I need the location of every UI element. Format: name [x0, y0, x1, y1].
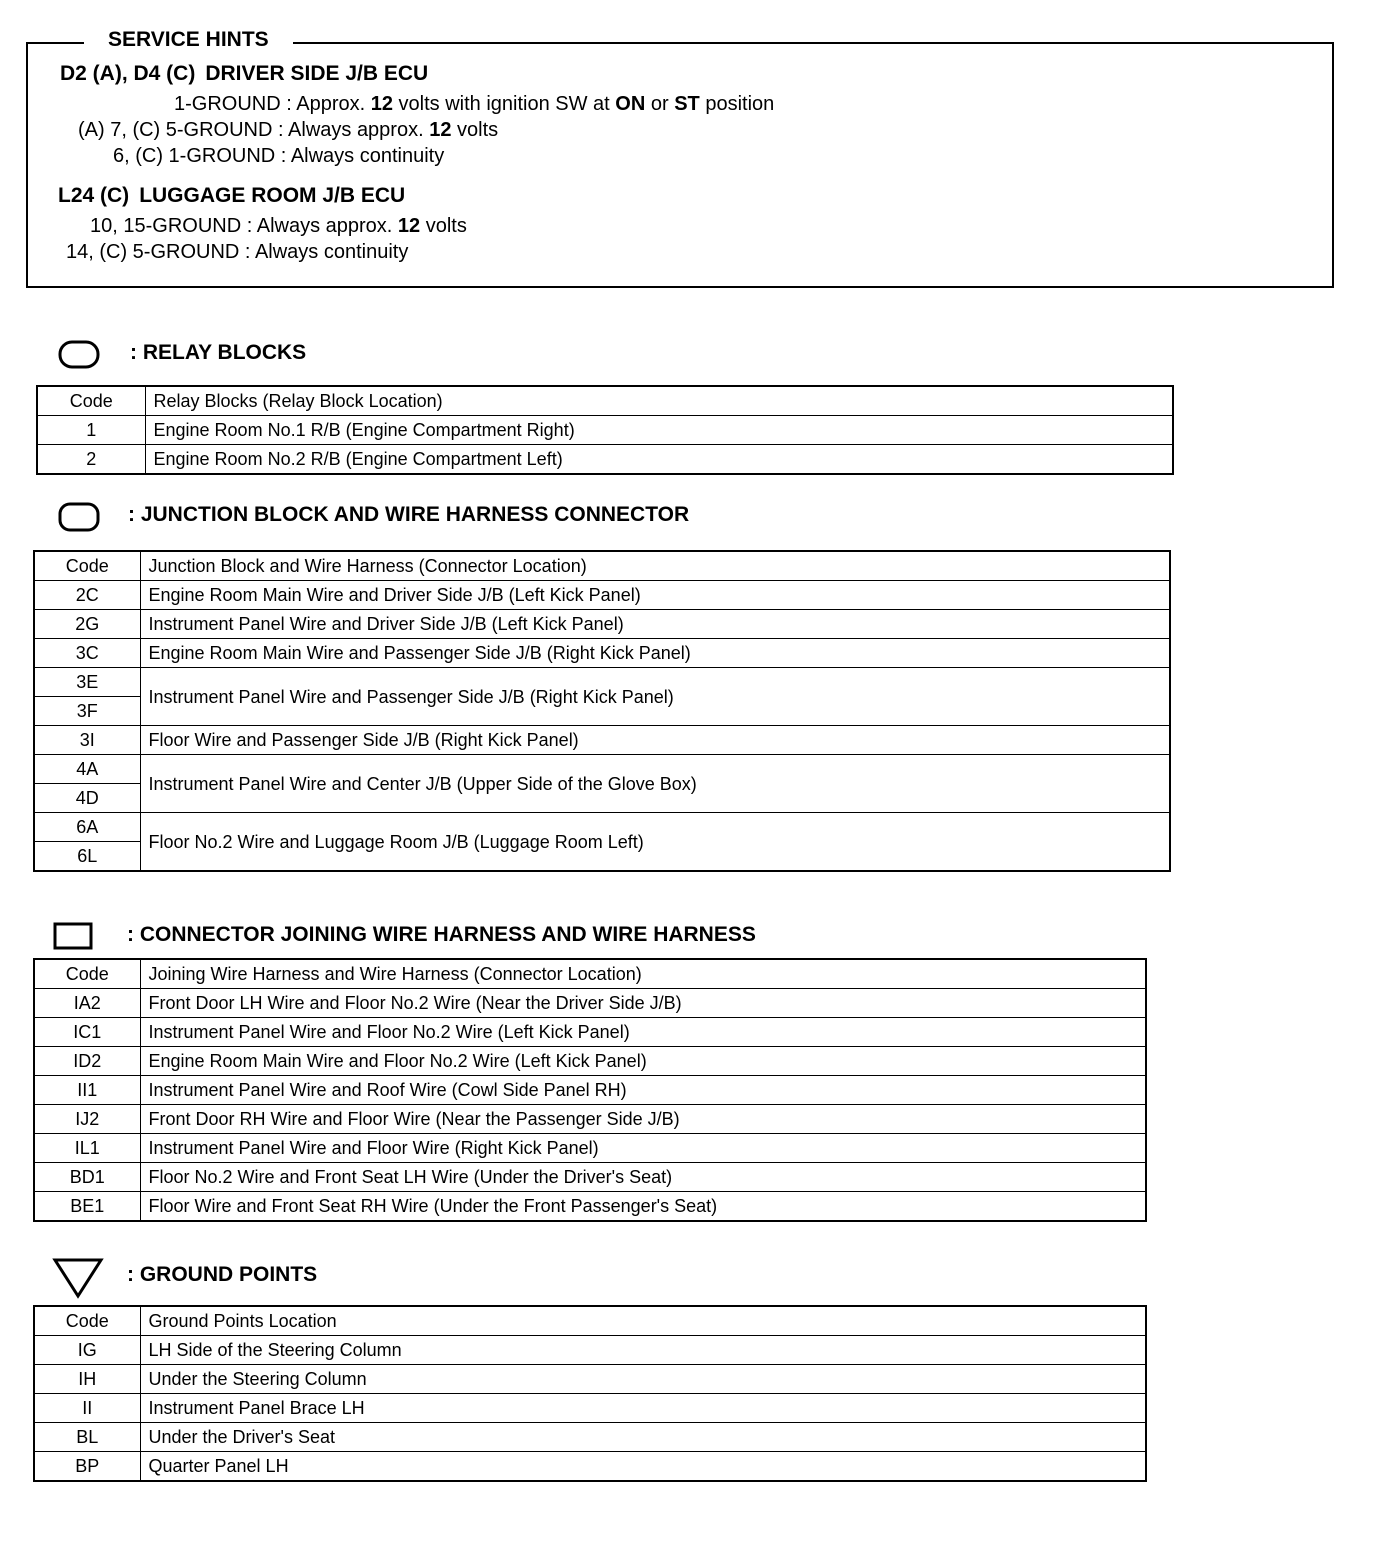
table-header-row [34, 551, 1170, 581]
ecu-connector-ids: D2 (A), D4 (C) [60, 62, 196, 85]
col-code-header: Code [34, 959, 140, 989]
row-code: 3C [34, 639, 140, 668]
relay-blocks-table [36, 385, 1174, 475]
connector-heading: : CONNECTOR JOINING WIRE HARNESS AND WIRE HARNESS [127, 923, 756, 946]
row-code: II [34, 1394, 140, 1423]
row-desc: Engine Room Main Wire and Passenger Side J/B (Right Kick Panel) [140, 639, 1170, 668]
hint-pin: 14, (C) 5-GROUND [66, 241, 240, 263]
row-desc: Instrument Panel Wire and Center J/B (Upper Side of the Glove Box) [140, 755, 1170, 813]
row-code: 4D [34, 784, 140, 813]
row-desc: Engine Room No.1 R/B (Engine Compartment Right) [145, 416, 1173, 445]
ecu-title-luggage-room [58, 184, 405, 208]
row-desc: Under the Steering Column [140, 1365, 1146, 1394]
table-row [34, 1192, 1146, 1222]
row-code: IA2 [34, 989, 140, 1018]
table-row [34, 1365, 1146, 1394]
table-row [34, 1423, 1146, 1452]
row-code: BD1 [34, 1163, 140, 1192]
table-header-row [37, 386, 1173, 416]
ecu-name: DRIVER SIDE J/B ECU [205, 62, 429, 85]
table-row [34, 989, 1146, 1018]
row-desc: Floor Wire and Passenger Side J/B (Right Kick Panel) [140, 726, 1170, 755]
table-header-row [34, 1306, 1146, 1336]
col-desc-header: Ground Points Location [140, 1306, 1146, 1336]
table-row [37, 416, 1173, 445]
rounded-oval-icon [58, 340, 102, 370]
hint-line: 1-GROUND : Approx. 12 volts with ignition SW at ON or ST position [174, 93, 775, 115]
row-desc: Floor Wire and Front Seat RH Wire (Under the Front Passenger's Seat) [140, 1192, 1146, 1222]
ecu-connector-ids: L24 (C) [58, 184, 130, 207]
row-desc: Floor No.2 Wire and Luggage Room J/B (Luggage Room Left) [140, 813, 1170, 872]
row-code: ID2 [34, 1047, 140, 1076]
hint-line: 6, (C) 1-GROUND : Always continuity [113, 145, 445, 167]
row-code: 3F [34, 697, 140, 726]
ground-points-table [33, 1305, 1147, 1482]
hint-desc: Always continuity [290, 145, 445, 167]
connector-table [33, 958, 1147, 1222]
col-desc-header: Relay Blocks (Relay Block Location) [145, 386, 1173, 416]
hint-desc: Approx. 12 volts with ignition SW at ON or ST position [296, 93, 775, 115]
row-code: 1 [37, 416, 145, 445]
row-desc: Front Door LH Wire and Floor No.2 Wire (Near the Driver Side J/B) [140, 989, 1146, 1018]
hint-desc: Always continuity [254, 241, 409, 263]
col-code-header: Code [34, 1306, 140, 1336]
row-code: BE1 [34, 1192, 140, 1222]
table-row [34, 1134, 1146, 1163]
col-desc-header: Junction Block and Wire Harness (Connector Location) [140, 551, 1170, 581]
row-code: BL [34, 1423, 140, 1452]
row-desc: Engine Room No.2 R/B (Engine Compartment Left) [145, 445, 1173, 475]
table-row [37, 445, 1173, 475]
table-row [34, 1018, 1146, 1047]
row-code: IJ2 [34, 1105, 140, 1134]
rectangle-icon [52, 920, 96, 952]
col-code-header: Code [34, 551, 140, 581]
col-code-header: Code [37, 386, 145, 416]
hint-line: (A) 7, (C) 5-GROUND : Always approx. 12 volts [78, 119, 499, 141]
ground-points-heading: : GROUND POINTS [127, 1263, 318, 1286]
ecu-title-driver-side [60, 62, 428, 86]
ecu-name: LUGGAGE ROOM J/B ECU [139, 184, 406, 207]
row-desc: Quarter Panel LH [140, 1452, 1146, 1482]
row-desc: Front Door RH Wire and Floor Wire (Near the Passenger Side J/B) [140, 1105, 1146, 1134]
table-row [34, 610, 1170, 639]
row-code: IG [34, 1336, 140, 1365]
table-row [34, 1105, 1146, 1134]
table-row [34, 1336, 1146, 1365]
table-row [34, 668, 1170, 697]
row-code: 6A [34, 813, 140, 842]
row-code: IH [34, 1365, 140, 1394]
hint-pin: (A) 7, (C) 5-GROUND [78, 119, 273, 141]
row-desc: Engine Room Main Wire and Floor No.2 Wire (Left Kick Panel) [140, 1047, 1146, 1076]
row-desc: Engine Room Main Wire and Driver Side J/B (Left Kick Panel) [140, 581, 1170, 610]
table-row [34, 1163, 1146, 1192]
row-code: IL1 [34, 1134, 140, 1163]
table-row [34, 1047, 1146, 1076]
row-code: 3I [34, 726, 140, 755]
row-desc: Instrument Panel Brace LH [140, 1394, 1146, 1423]
table-row [34, 1452, 1146, 1482]
row-code: 3E [34, 668, 140, 697]
row-code: II1 [34, 1076, 140, 1105]
hint-pin: 10, 15-GROUND [90, 215, 242, 237]
hint-line: 10, 15-GROUND : Always approx. 12 volts [90, 215, 467, 237]
table-row [34, 1076, 1146, 1105]
table-row [34, 755, 1170, 784]
row-code: 6L [34, 842, 140, 872]
row-code: IC1 [34, 1018, 140, 1047]
row-desc: Instrument Panel Wire and Floor No.2 Wire (Left Kick Panel) [140, 1018, 1146, 1047]
junction-block-table [33, 550, 1171, 872]
hint-pin: 1-GROUND [174, 93, 281, 115]
hint-pin: 6, (C) 1-GROUND [113, 145, 276, 167]
row-code: 4A [34, 755, 140, 784]
table-row [34, 813, 1170, 842]
hint-desc: Always approx. 12 volts [288, 119, 499, 141]
triangle-down-icon [52, 1256, 106, 1300]
row-desc: Instrument Panel Wire and Floor Wire (Right Kick Panel) [140, 1134, 1146, 1163]
row-code: 2C [34, 581, 140, 610]
table-header-row [34, 959, 1146, 989]
table-row [34, 726, 1170, 755]
hint-line: 14, (C) 5-GROUND : Always continuity [66, 241, 409, 263]
table-row [34, 1394, 1146, 1423]
row-desc: Under the Driver's Seat [140, 1423, 1146, 1452]
service-hints-title: SERVICE HINTS [84, 28, 293, 52]
junction-block-heading: : JUNCTION BLOCK AND WIRE HARNESS CONNECTOR [128, 503, 690, 526]
table-row [34, 581, 1170, 610]
row-desc: Instrument Panel Wire and Roof Wire (Cowl Side Panel RH) [140, 1076, 1146, 1105]
row-code: 2 [37, 445, 145, 475]
col-desc-header: Joining Wire Harness and Wire Harness (Connector Location) [140, 959, 1146, 989]
row-desc: Instrument Panel Wire and Passenger Side J/B (Right Kick Panel) [140, 668, 1170, 726]
row-code: 2G [34, 610, 140, 639]
row-code: BP [34, 1452, 140, 1482]
row-desc: Floor No.2 Wire and Front Seat LH Wire (Under the Driver's Seat) [140, 1163, 1146, 1192]
table-row [34, 639, 1170, 668]
relay-blocks-heading: : RELAY BLOCKS [130, 341, 307, 364]
row-desc: Instrument Panel Wire and Driver Side J/B (Left Kick Panel) [140, 610, 1170, 639]
rounded-square-icon [58, 502, 102, 532]
hint-desc: Always approx. 12 volts [256, 215, 467, 237]
row-desc: LH Side of the Steering Column [140, 1336, 1146, 1365]
